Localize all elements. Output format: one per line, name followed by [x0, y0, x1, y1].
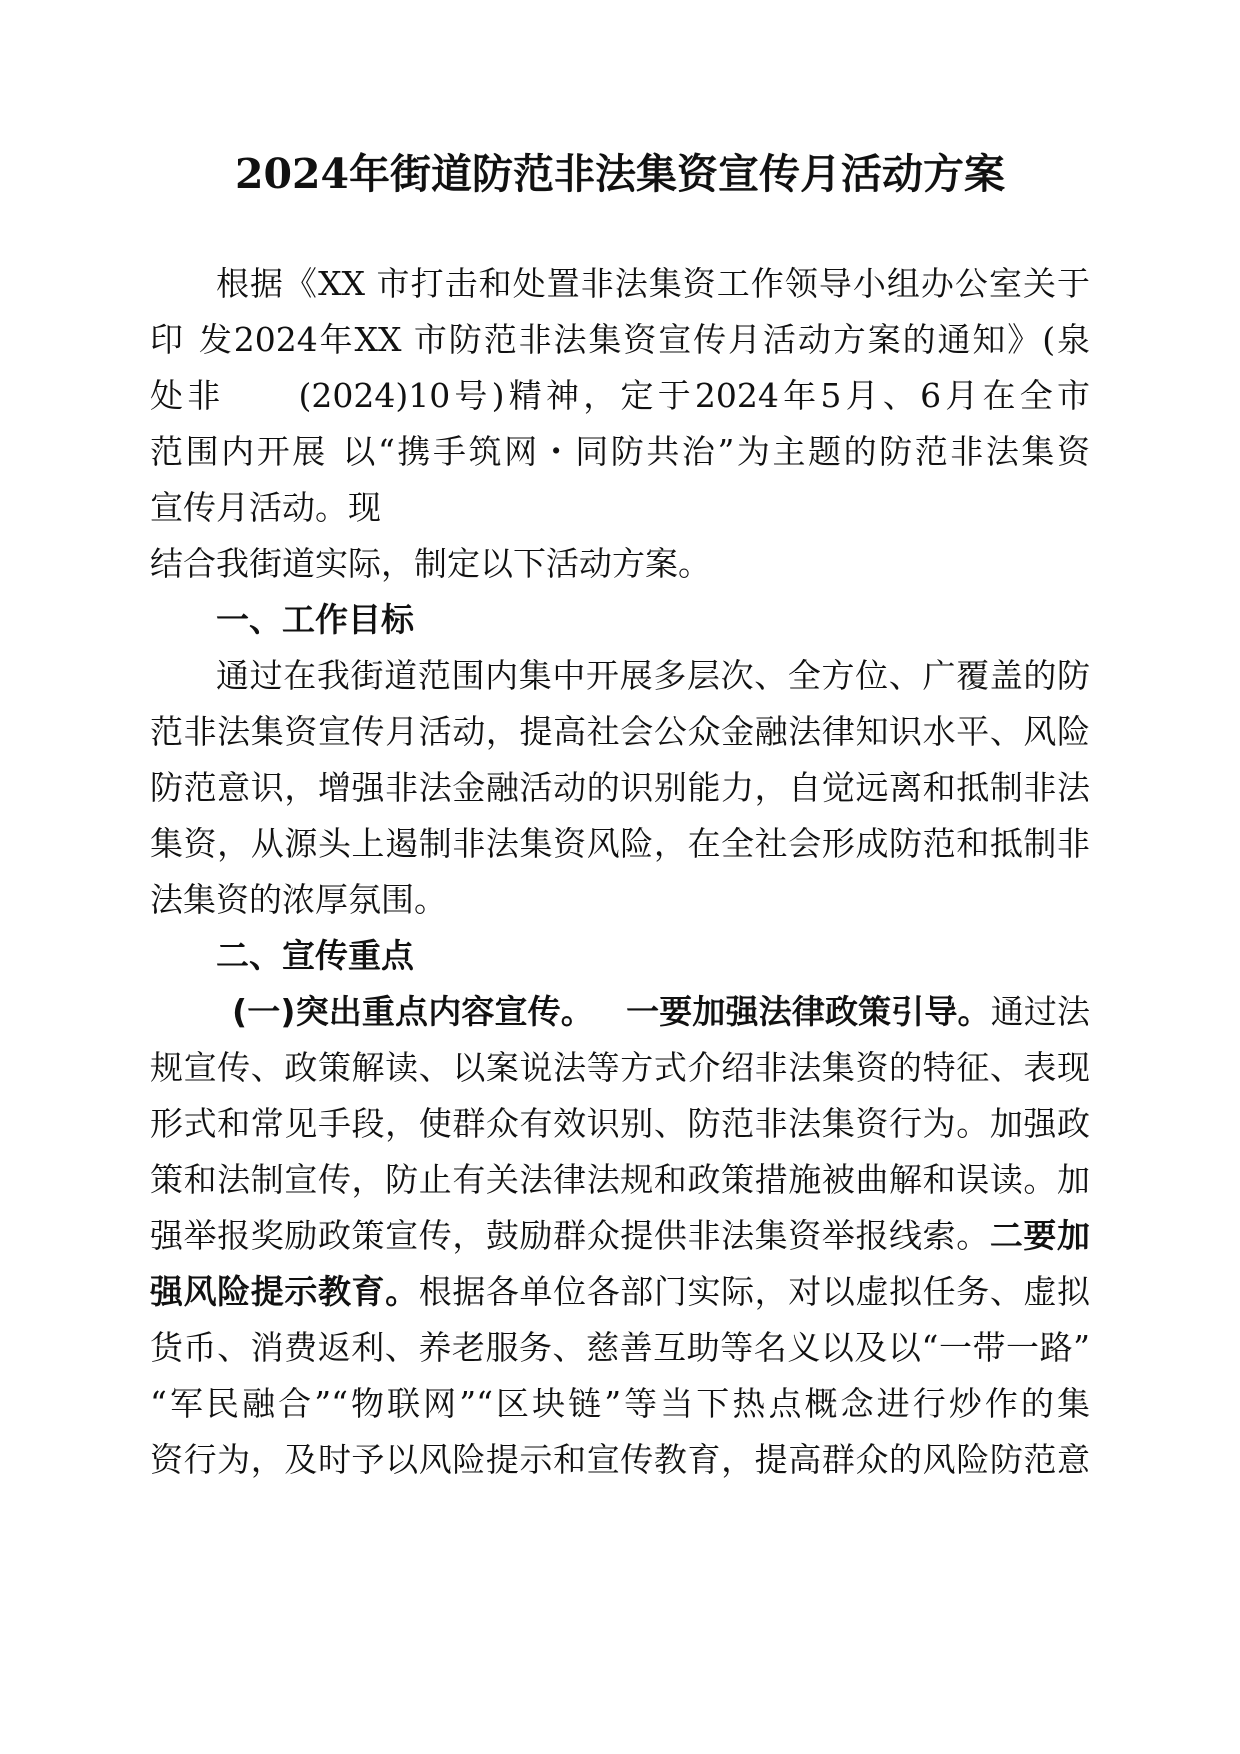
paragraph-line: 通过在我街道范围内集中开展多层次、全方位、广覆盖的防	[216, 656, 1090, 695]
intro-text: 印	[150, 320, 185, 359]
paragraph-text: 通过法	[990, 992, 1090, 1031]
intro-line	[150, 312, 1090, 368]
emphasis-text: 一要加强法律政策引导。	[625, 992, 991, 1031]
paragraph-line: 资行为，及时予以风险提示和宣传教育，提高群众的风险防范意	[150, 1440, 1090, 1479]
paragraph-line: 策和法制宣传，防止有关法律法规和政策措施被曲解和误读。加	[150, 1160, 1090, 1199]
paragraph-line: 法集资的浓厚氛围。	[150, 880, 447, 919]
intro-line: 宣传月活动。现	[150, 488, 381, 527]
emphasis-text: 强风险提示教育。	[150, 1272, 419, 1311]
paragraph-line: 集资，从源头上遏制非法集资风险，在全社会形成防范和抵制非	[150, 824, 1090, 863]
intro-text: 范围内开展	[150, 432, 328, 471]
document-title: 2024年街道防范非法集资宣传月活动方案	[234, 150, 1006, 198]
paragraph-text: 根据各单位各部门实际，对以虚拟任务、虚拟	[418, 1272, 1090, 1311]
intro-text: 发2024年XX 市防范非法集资宣传月活动方案的通知》(泉	[196, 320, 1090, 359]
intro-text: (2024)10号)精神，定于2024年5月、6月在全市	[298, 376, 1090, 415]
paragraph-line: 形式和常见手段，使群众有效识别、防范非法集资行为。加强政	[150, 1104, 1090, 1143]
section-heading: 二、宣传重点	[216, 936, 414, 975]
paragraph-line: 货币、消费返利、养老服务、慈善互助等名义以及以“一带一路”	[150, 1328, 1090, 1367]
paragraph-line	[150, 984, 1090, 1040]
paragraph-line: 防范意识，增强非法金融活动的识别能力，自觉远离和抵制非法	[150, 768, 1090, 807]
paragraph-line: “军民融合”“物联网”“区块链”等当下热点概念进行炒作的集	[150, 1384, 1090, 1423]
section-heading: 一、工作目标	[216, 600, 414, 639]
intro-text: 处非	[150, 376, 225, 415]
paragraph-line	[150, 1208, 1090, 1264]
intro-line: 根据《XX 市打击和处置非法集资工作领导小组办公室关于	[216, 264, 1090, 303]
emphasis-text: 二要加	[989, 1216, 1090, 1255]
paragraph-line: 范非法集资宣传月活动，提高社会公众金融法律知识水平、风险	[150, 712, 1090, 751]
intro-text: 以“携手筑网・同防共治”为主题的防范非法集资	[339, 432, 1090, 471]
paragraph-line: 规宣传、政策解读、以案说法等方式介绍非法集资的特征、表现	[150, 1048, 1090, 1087]
paragraph-text: 强举报奖励政策宣传，鼓励群众提供非法集资举报线索。	[150, 1216, 990, 1255]
subheading-text: (一)突出重点内容宣传。	[232, 992, 594, 1031]
document-body	[150, 256, 1090, 1488]
intro-line	[150, 424, 1090, 480]
paragraph-line	[150, 1264, 1090, 1320]
intro-line	[150, 368, 1090, 424]
intro-line: 结合我街道实际，制定以下活动方案。	[150, 544, 711, 583]
